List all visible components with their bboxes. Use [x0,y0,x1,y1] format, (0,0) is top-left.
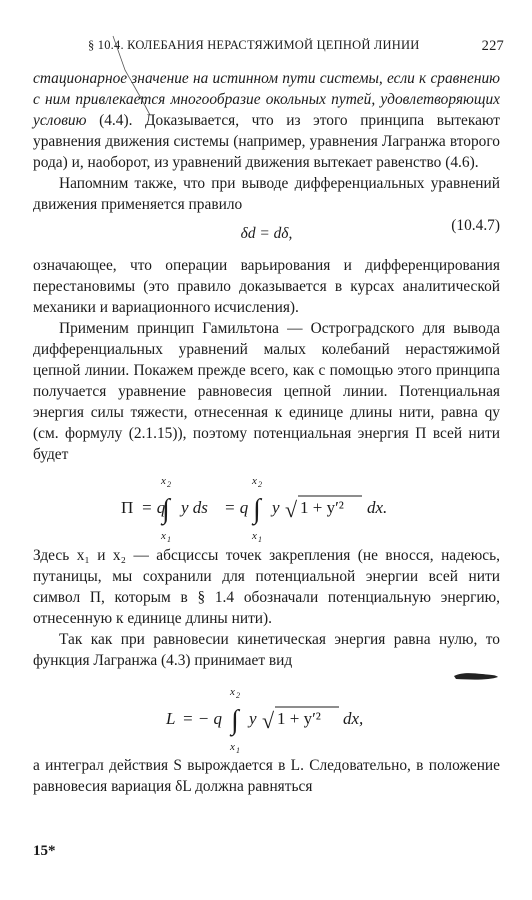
equation-tag: (10.4.7) [451,217,500,234]
L-symbol: L [165,709,175,728]
lower-sub-2: 1 [257,535,262,544]
potential-energy-formula [117,469,417,543]
paragraph-1 [33,68,500,173]
dx-L: dx, [342,709,363,728]
lagrangian-formula [162,679,372,755]
dx-1: dx. [366,498,387,517]
integrand-y: y [271,498,280,517]
integral-sign-1: ∫ [161,494,170,525]
signature-mark: 15* [33,843,56,859]
lower-limit-2: x [251,530,257,542]
radical-sign-1: √ [284,497,297,522]
equals-q-1: = q [140,498,165,517]
equals-minus-q: = − q [181,709,222,728]
paragraph-6: Так как при равновесии кинетическая энергия равна нулю, то функция Лагранжа (4.3) принимает вид [33,631,500,669]
paragraph-7: а интеграл действия S вырождается в L. Следовательно, в положение равновесия вариация δL должна равняться [33,757,500,795]
paragraph-3: означающее, что операции варьирования и дифференцирования перестановимы (это правило доказывается в курсах аналитической механики и вариационного исчисления). [33,257,500,316]
radical-sign-L: √ [261,708,274,733]
page-number: 227 [481,38,504,54]
equals-q-2: = q [223,498,248,517]
integrand-y-ds: y ds [180,498,208,517]
paragraph-2: Напомним также, что при выводе дифференциальных уравнений движения применяется правило [33,175,500,213]
paragraph-1-normal: (4.4). Доказывается, что из этого принципа вытекают уравнения движения системы (например, уравнения Лагранжа второго рода) и, наоборот, из уравнений движения вытекает равенство (4.6). [33,112,500,171]
pi-symbol: П [120,498,133,517]
upper-limit-L: x [229,686,235,698]
running-header [88,38,504,58]
paragraph-1-italic: стационарное значение на истинном пути системы, если к сравнению с ним привлекается многообразие окольных путей, удовлетворяющих условию [33,70,500,129]
lower-limit-L: x [229,741,235,753]
section-title: § 10.4. КОЛЕБАНИЯ НЕРАСТЯЖИМОЙ ЦЕПНОЙ ЛИНИИ [88,38,420,52]
equation-potential-energy [33,469,500,543]
integral-sign-L: ∫ [230,705,239,736]
lower-sub-L: 1 [235,746,240,755]
ink-smudge [452,670,500,682]
equation-formula: δd = dδ, [240,225,293,242]
upper-sub-2: 2 [257,480,262,489]
equation-10-4-7 [33,215,500,255]
page-body [33,68,500,797]
sqrt-inner-L: 1 + y′² [276,709,321,728]
paragraph-4: Применим принцип Гамильтона — Остроградского для вывода дифференциальных уравнений малых колебаний нерастяжимой цепной линии. Покажем прежде всего, как с помощью этого принципа получается уравнение равновесия цепной линии. Потенциальная энергия силы тяжести, отнесенная к единице длины нити, равна qy (см. формулу (2.1.15)), поэтому потенциальная энергия П всей нити будет [33,320,500,463]
sqrt-inner-1: 1 + y′² [299,498,344,517]
lower-sub-1: 1 [166,535,171,544]
lower-limit-1: x [160,530,166,542]
upper-sub-L: 2 [235,691,240,700]
equation-lagrangian [33,679,500,755]
paragraph-5: Здесь x₁ и x₂ — абсциссы точек закрепления (не вносся, надеюсь, путаницы, мы сохранили для потенциальной энергии всей нити символ П, которым в § 1.4 обозначали потенциальную энергию, отнесенную к единице длины нити). [33,547,500,627]
integral-sign-2: ∫ [252,494,261,525]
upper-limit-2: x [251,475,257,487]
upper-sub-1: 2 [166,480,171,489]
upper-limit-1: x [160,475,166,487]
integrand-y-L: y [248,709,257,728]
